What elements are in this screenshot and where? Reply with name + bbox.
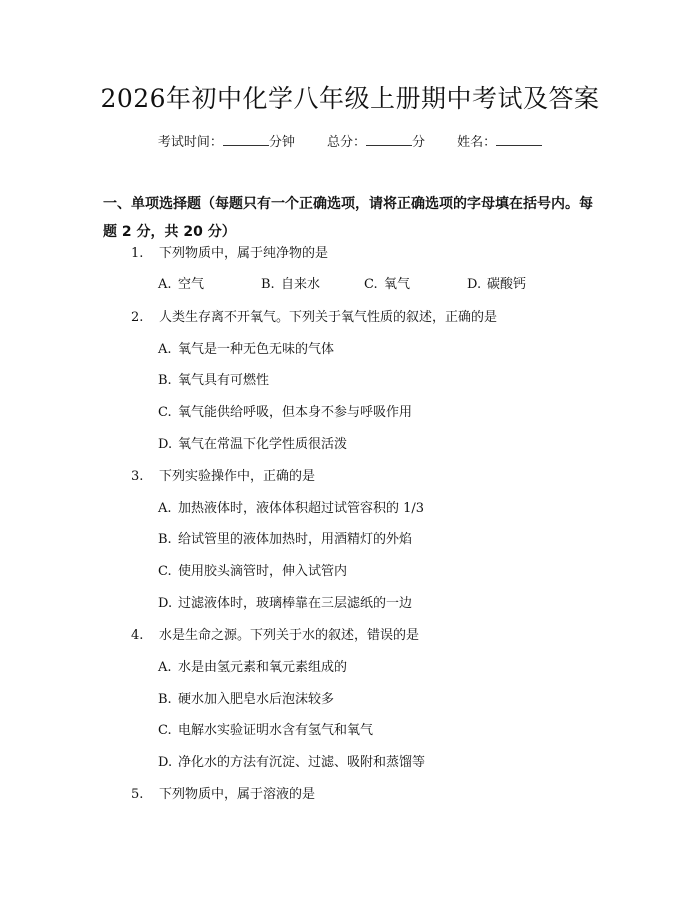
option-text: 氧气在常温下化学性质很活泼 bbox=[178, 437, 348, 452]
exam-title: 2026年初中化学八年级上册期中考试及答案 bbox=[100, 84, 600, 113]
option-text: 自来水 bbox=[281, 277, 321, 292]
question-number: 4. bbox=[131, 628, 144, 643]
option-letter: A. bbox=[158, 342, 172, 357]
question-text: 人类生存离不开氧气。下列关于氧气性质的叙述，正确的是 bbox=[159, 310, 498, 325]
option-text: 使用胶头滴管时，伸入试管内 bbox=[178, 564, 348, 579]
option-letter: D. bbox=[158, 437, 173, 452]
option-text: 过滤液体时，玻璃棒靠在三层滤纸的一边 bbox=[178, 596, 413, 611]
option-a[interactable] bbox=[158, 499, 424, 519]
option-letter: A. bbox=[158, 660, 172, 675]
exam-time-unit: 分钟 bbox=[268, 135, 295, 150]
option-letter: C. bbox=[158, 723, 172, 738]
question-text: 下列物质中，属于纯净物的是 bbox=[159, 246, 329, 261]
question-3 bbox=[131, 467, 315, 487]
option-text: 碳酸钙 bbox=[487, 277, 527, 292]
option-a[interactable] bbox=[158, 658, 347, 678]
student-name-blank[interactable] bbox=[496, 131, 542, 146]
option-text: 空气 bbox=[178, 277, 205, 292]
option-letter: A. bbox=[158, 277, 172, 292]
question-text: 下列实验操作中，正确的是 bbox=[159, 469, 316, 484]
option-d[interactable] bbox=[158, 435, 347, 455]
option-letter: B. bbox=[158, 532, 172, 547]
option-text: 加热液体时，液体体积超过试管容积的 1/3 bbox=[178, 501, 425, 516]
option-letter: B. bbox=[158, 373, 172, 388]
option-text: 氧气是一种无色无味的气体 bbox=[178, 342, 335, 357]
option-letter: A. bbox=[158, 501, 172, 516]
question-text: 下列物质中，属于溶液的是 bbox=[159, 787, 316, 802]
option-letter: D. bbox=[158, 596, 173, 611]
option-letter: C. bbox=[158, 564, 172, 579]
option-letter: D. bbox=[467, 277, 482, 292]
exam-meta bbox=[0, 131, 700, 153]
option-text: 电解水实验证明水含有氢气和氧气 bbox=[178, 723, 374, 738]
option-text: 净化水的方法有沉淀、过滤、吸附和蒸馏等 bbox=[178, 755, 426, 770]
total-score-blank[interactable] bbox=[366, 131, 412, 146]
option-a[interactable] bbox=[158, 275, 261, 295]
option-letter: B. bbox=[158, 692, 172, 707]
question-1 bbox=[131, 244, 328, 264]
option-c[interactable] bbox=[158, 562, 347, 582]
option-b[interactable] bbox=[158, 530, 412, 550]
question-number: 1. bbox=[131, 246, 144, 261]
option-text: 氧气 bbox=[384, 277, 411, 292]
option-letter: D. bbox=[158, 755, 173, 770]
option-letter: C. bbox=[364, 277, 378, 292]
option-d[interactable] bbox=[158, 594, 412, 614]
section-heading: 一、单项选择题（每题只有一个正确选项，请将正确选项的字母填在括号内。每题 2 分，共 20 分） bbox=[103, 196, 593, 240]
option-c[interactable] bbox=[158, 721, 373, 741]
question-5 bbox=[131, 785, 315, 805]
total-score-unit: 分 bbox=[412, 135, 426, 150]
question-2 bbox=[131, 308, 497, 328]
option-letter: B. bbox=[261, 277, 275, 292]
option-b[interactable] bbox=[158, 690, 334, 710]
question-number: 5. bbox=[131, 787, 144, 802]
question-4 bbox=[131, 626, 419, 646]
total-score-field bbox=[327, 131, 425, 153]
student-name-label: 姓名： bbox=[457, 135, 497, 150]
question-number: 2. bbox=[131, 310, 144, 325]
option-text: 给试管里的液体加热时，用酒精灯的外焰 bbox=[178, 532, 413, 547]
question-text: 水是生命之源。下列关于水的叙述，错误的是 bbox=[159, 628, 420, 643]
option-b[interactable] bbox=[158, 371, 269, 391]
option-d[interactable] bbox=[467, 275, 570, 295]
option-b[interactable] bbox=[261, 275, 364, 295]
option-text: 氧气能供给呼吸，但本身不参与呼吸作用 bbox=[178, 405, 413, 420]
option-d[interactable] bbox=[158, 753, 425, 773]
option-c[interactable] bbox=[364, 275, 467, 295]
option-a[interactable] bbox=[158, 340, 334, 360]
option-text: 氧气具有可燃性 bbox=[178, 373, 270, 388]
option-c[interactable] bbox=[158, 403, 412, 423]
exam-time-field bbox=[158, 131, 295, 153]
option-letter: C. bbox=[158, 405, 172, 420]
option-text: 水是由氢元素和氧元素组成的 bbox=[178, 660, 348, 675]
exam-time-label: 考试时间： bbox=[157, 135, 223, 150]
question-1-options bbox=[158, 275, 570, 295]
question-number: 3. bbox=[131, 469, 144, 484]
exam-time-blank[interactable] bbox=[223, 131, 269, 146]
student-name-field bbox=[457, 131, 542, 153]
total-score-label: 总分： bbox=[326, 135, 366, 150]
option-text: 硬水加入肥皂水后泡沫较多 bbox=[178, 692, 335, 707]
